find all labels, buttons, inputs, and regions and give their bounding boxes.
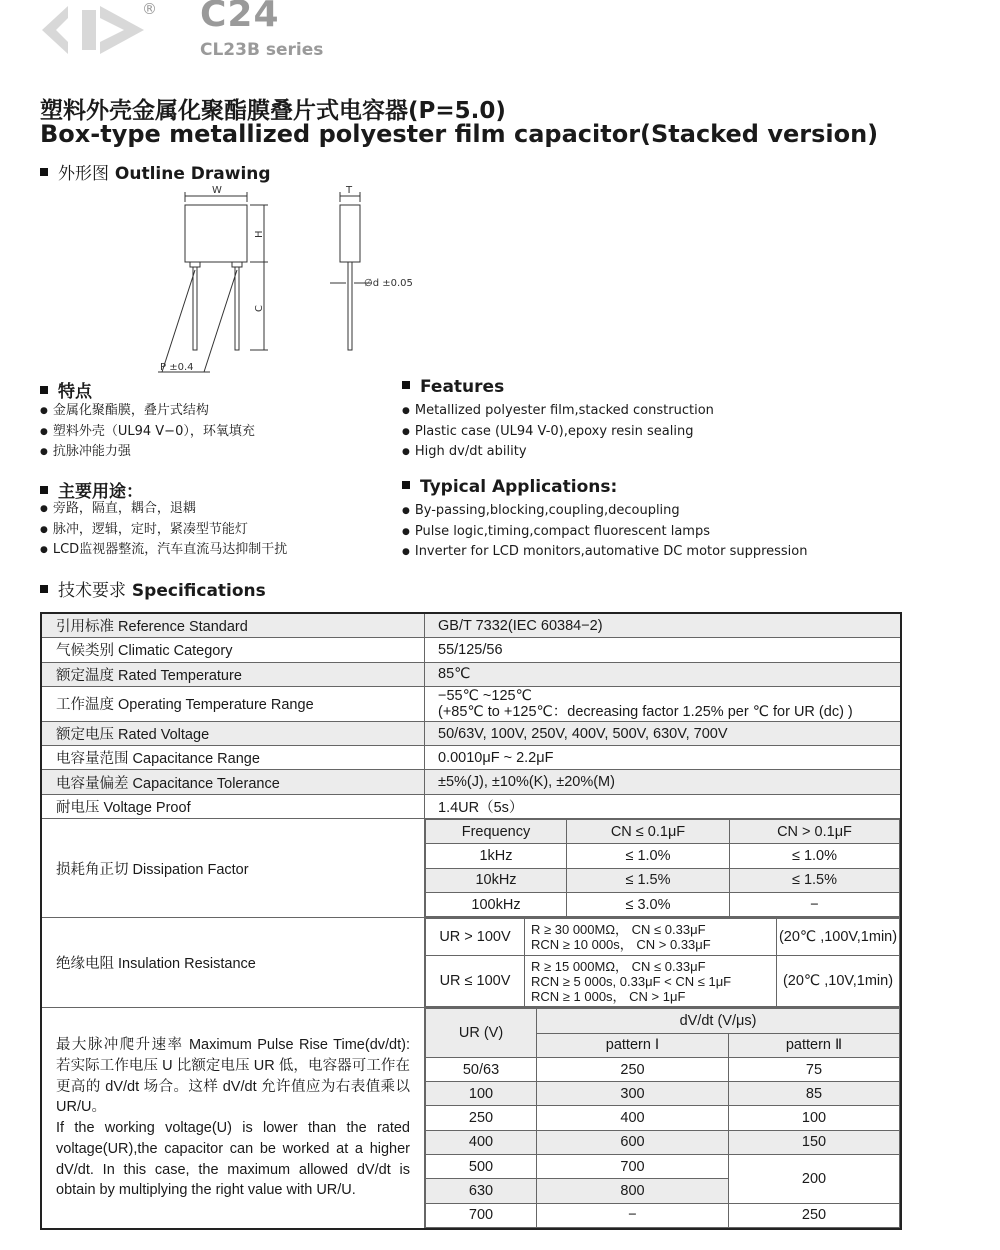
column-header: Frequency bbox=[426, 820, 567, 844]
spec-label: 电容量范围 Capacitance Range bbox=[41, 746, 425, 770]
spec-label: 额定电压 Rated Voltage bbox=[41, 721, 425, 745]
spec-value: GB/T 7332(IEC 60384−2) bbox=[425, 613, 902, 638]
table-cell: 400 bbox=[426, 1130, 537, 1154]
table-row bbox=[41, 746, 901, 770]
table-cell: 400 bbox=[537, 1106, 729, 1130]
list-item: ● By-passing,blocking,coupling,decoupling bbox=[402, 501, 808, 522]
list-item: ● Inverter for LCD monitors,automative DC motor suppression bbox=[402, 542, 808, 563]
bullet-square-icon bbox=[40, 168, 48, 176]
applications-cn-heading: 主要用途： bbox=[40, 477, 143, 502]
spec-value bbox=[425, 686, 902, 721]
column-header: pattern Ⅰ bbox=[537, 1033, 729, 1057]
insulation-subtable-cell bbox=[425, 918, 902, 1008]
table-cell: 10kHz bbox=[426, 868, 567, 892]
table-cell: 100 bbox=[729, 1106, 900, 1130]
table-cell: ≤ 1.5% bbox=[730, 868, 900, 892]
features-en-list bbox=[402, 401, 714, 463]
list-item: ● Metallized polyester film,stacked construction bbox=[402, 401, 714, 422]
value-line: RCN ≥ 1 000s， CN > 1μF bbox=[531, 988, 686, 1004]
temp-range-line: −55℃ ~125℃ bbox=[438, 687, 532, 704]
applications-en-heading: Typical Applications: bbox=[402, 477, 617, 497]
table-cell: 300 bbox=[537, 1082, 729, 1106]
table-cell-merged: 200 bbox=[729, 1155, 900, 1204]
applications-en-list bbox=[402, 501, 808, 563]
list-item: ● High dv/dt ability bbox=[402, 442, 714, 463]
specifications-table bbox=[40, 612, 902, 1230]
spec-value: 0.0010μF ~ 2.2μF bbox=[425, 746, 902, 770]
spec-label: 电容量偏差 Capacitance Tolerance bbox=[41, 770, 425, 794]
list-item: ● 塑料外壳（UL94 V−0），环氧填充 bbox=[40, 422, 255, 443]
table-cell: 600 bbox=[537, 1130, 729, 1154]
table-cell: 85 bbox=[729, 1082, 900, 1106]
dim-t-label: T bbox=[346, 185, 353, 196]
table-cell: 1kHz bbox=[426, 844, 567, 868]
table-cell: 700 bbox=[537, 1155, 729, 1179]
bullet-square-icon bbox=[402, 381, 410, 389]
condition-values bbox=[525, 956, 777, 1007]
table-row bbox=[41, 819, 901, 918]
table-row bbox=[41, 721, 901, 745]
pulse-subtable-cell bbox=[425, 1008, 902, 1229]
spec-label: 气候类别 Climatic Category bbox=[41, 638, 425, 662]
condition-cell: UR ≤ 100V bbox=[426, 956, 525, 1007]
column-header: CN ≤ 0.1μF bbox=[567, 820, 730, 844]
column-header: pattern Ⅱ bbox=[729, 1033, 900, 1057]
table-cell: 100 bbox=[426, 1082, 537, 1106]
insulation-subtable bbox=[425, 918, 900, 1007]
features-cn-heading: 特点 bbox=[40, 377, 92, 402]
condition-values bbox=[525, 919, 777, 956]
bullet-square-icon bbox=[402, 481, 410, 489]
outline-drawing bbox=[140, 180, 440, 380]
value-line: RCN ≥ 5 000s, 0.33μF < CN ≤ 1μF bbox=[531, 973, 732, 989]
dissipation-subtable-cell bbox=[425, 819, 902, 918]
table-cell: ≤ 1.0% bbox=[567, 844, 730, 868]
table-cell: 250 bbox=[537, 1057, 729, 1081]
pulse-description-cn: 最大脉冲爬升速率 Maximum Pulse Rise Time(dv/dt): 若实际工作电压 U 比额定电压 UR 低，电容器可工作在更高的 dV/dt 场合。这样 dV/dt 允许值应为右表值乘以 UR/U。 bbox=[56, 1036, 410, 1116]
table-cell: 500 bbox=[426, 1155, 537, 1179]
column-header: CN > 0.1μF bbox=[730, 820, 900, 844]
title-chinese: 塑料外壳金属化聚酯膜叠片式电容器(P=5.0) bbox=[40, 98, 506, 124]
table-cell: 700 bbox=[426, 1203, 537, 1227]
table-cell: 100kHz bbox=[426, 892, 567, 916]
table-cell: 150 bbox=[729, 1130, 900, 1154]
spec-label: 额定温度 Rated Temperature bbox=[41, 662, 425, 686]
table-cell: 75 bbox=[729, 1057, 900, 1081]
applications-cn-list bbox=[40, 499, 287, 561]
spec-label: 工作温度 Operating Temperature Range bbox=[41, 686, 425, 721]
column-header: dV/dt (V/μs) bbox=[537, 1009, 900, 1033]
list-item: ● 脉冲，逻辑，定时，紧凑型节能灯 bbox=[40, 520, 287, 541]
table-cell: 250 bbox=[426, 1106, 537, 1130]
dim-p-label: P ±0.4 bbox=[160, 362, 194, 373]
spec-value: 85℃ bbox=[425, 662, 902, 686]
bullet-square-icon bbox=[40, 486, 48, 494]
registered-mark: ® bbox=[142, 0, 157, 18]
column-header: UR (V) bbox=[426, 1009, 537, 1058]
value-line: R ≥ 30 000MΩ， CN ≤ 0.33μF bbox=[531, 922, 706, 938]
bullet-square-icon bbox=[40, 585, 48, 593]
list-item: ● Pulse logic,timing,compact fluorescent lamps bbox=[402, 522, 808, 543]
list-item: ● 金属化聚酯膜，叠片式结构 bbox=[40, 401, 255, 422]
table-cell: 50/63 bbox=[426, 1057, 537, 1081]
table-cell: ≤ 1.0% bbox=[730, 844, 900, 868]
spec-value: 55/125/56 bbox=[425, 638, 902, 662]
bullet-square-icon bbox=[40, 386, 48, 394]
table-row bbox=[41, 1008, 901, 1229]
dim-c-label: C bbox=[254, 305, 265, 312]
table-row bbox=[41, 613, 901, 638]
table-cell: − bbox=[537, 1203, 729, 1227]
outline-heading: 外形图 Outline Drawing bbox=[40, 159, 271, 184]
condition-cell: UR > 100V bbox=[426, 919, 525, 956]
spec-label: 损耗角正切 Dissipation Factor bbox=[41, 819, 425, 918]
spec-value: 1.4UR（5s） bbox=[425, 794, 902, 818]
dim-d-label: ∅d ±0.05 bbox=[364, 278, 413, 289]
test-condition: (20℃ ,100V,1min) bbox=[777, 919, 900, 956]
pulse-subtable bbox=[425, 1008, 900, 1228]
table-row bbox=[41, 794, 901, 818]
table-row bbox=[41, 686, 901, 721]
table-cell: 250 bbox=[729, 1203, 900, 1227]
pulse-description-en: If the working voltage(U) is lower than the rated voltage(UR),the capacitor can be worked at a higher dV/dt. In this case, the maximum allowed dV/dt is obtain by multiplying the right value with UR/U. bbox=[56, 1120, 410, 1199]
pulse-description bbox=[41, 1008, 425, 1229]
value-line: RCN ≥ 10 000s， CN > 0.33μF bbox=[531, 937, 711, 953]
dim-h-label: H bbox=[254, 230, 265, 238]
table-row bbox=[41, 662, 901, 686]
spec-value: 50/63V, 100V, 250V, 400V, 500V, 630V, 700V bbox=[425, 721, 902, 745]
specifications-heading: 技术要求 Specifications bbox=[40, 576, 266, 601]
list-item: ● 抗脉冲能力强 bbox=[40, 442, 255, 463]
table-row bbox=[41, 918, 901, 1008]
spec-label: 绝缘电阻 Insulation Resistance bbox=[41, 918, 425, 1008]
list-item: ● Plastic case (UL94 V-0),epoxy resin sealing bbox=[402, 422, 714, 443]
list-item: ● LCD监视器整流，汽车直流马达抑制干扰 bbox=[40, 540, 287, 561]
dissipation-subtable bbox=[425, 819, 900, 917]
list-item: ● 旁路，隔直，耦合，退耦 bbox=[40, 499, 287, 520]
test-condition: (20℃ ,10V,1min) bbox=[777, 956, 900, 1007]
spec-label: 耐电压 Voltage Proof bbox=[41, 794, 425, 818]
dim-w-label: W bbox=[212, 185, 222, 196]
table-cell: − bbox=[730, 892, 900, 916]
table-cell: 800 bbox=[537, 1179, 729, 1203]
table-cell: 630 bbox=[426, 1179, 537, 1203]
temp-derating-line: (+85℃ to +125℃：decreasing factor 1.25% per ℃ for UR (dc) ) bbox=[438, 703, 853, 720]
value-line: R ≥ 15 000MΩ， CN ≤ 0.33μF bbox=[531, 958, 706, 974]
features-cn-list bbox=[40, 401, 255, 463]
table-row bbox=[41, 638, 901, 662]
model-number: C24 bbox=[200, 0, 280, 35]
spec-label: 引用标准 Reference Standard bbox=[41, 613, 425, 638]
title-english: Box-type metallized polyester film capacitor(Stacked version) bbox=[40, 120, 879, 148]
features-en-heading: Features bbox=[402, 377, 504, 397]
table-cell: ≤ 3.0% bbox=[567, 892, 730, 916]
table-cell: ≤ 1.5% bbox=[567, 868, 730, 892]
table-row bbox=[41, 770, 901, 794]
series-name: CL23B series bbox=[200, 40, 324, 60]
spec-value: ±5%(J), ±10%(K), ±20%(M) bbox=[425, 770, 902, 794]
